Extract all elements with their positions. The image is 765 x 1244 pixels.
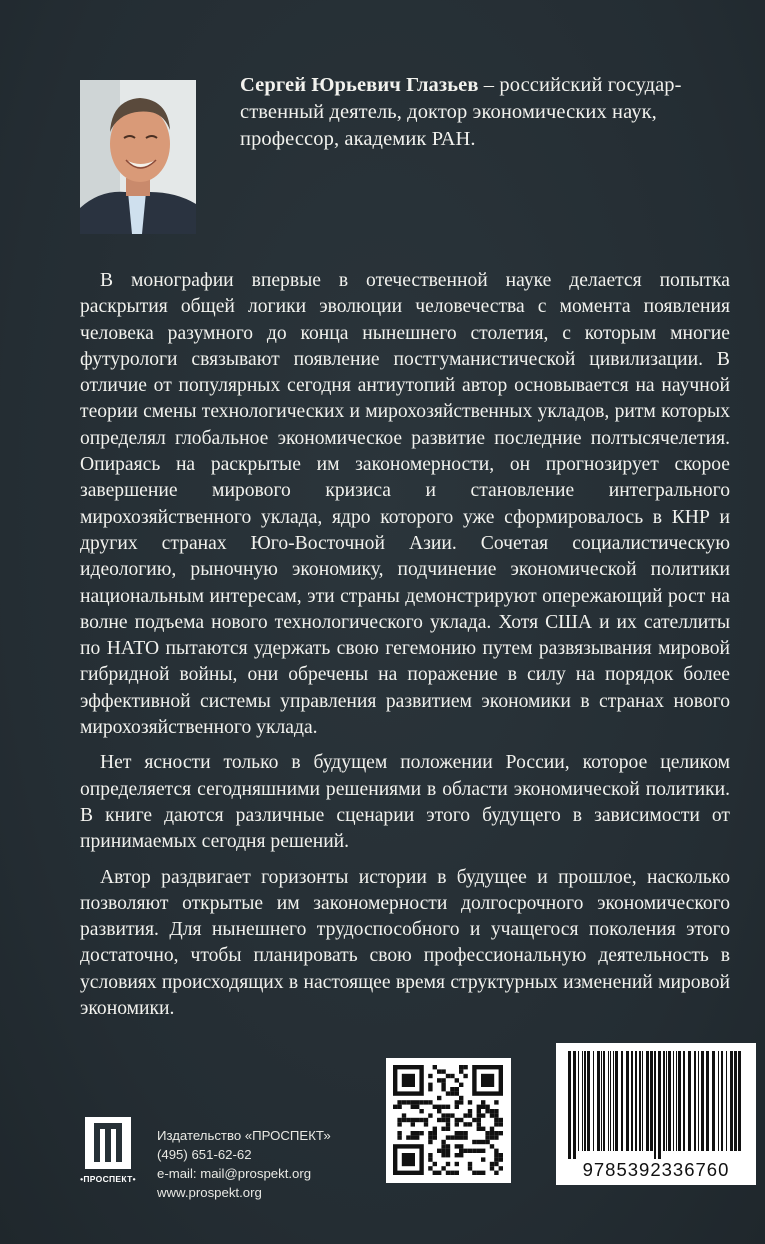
publisher-name: Издательство «ПРОСПЕКТ»: [157, 1128, 331, 1143]
publisher-phone: (495) 651-62-62: [157, 1147, 252, 1162]
publisher-info: [157, 1126, 377, 1202]
isbn-barcode: [556, 1043, 756, 1185]
author-bio-line3: профессор, академик РАН.: [240, 128, 476, 150]
paragraph-3: Автор раздвигает горизонты истории в будущее и прошлое, насколько позволяют открытые им закономерности долгосрочного экономического развития. Для нынешнего трудоспособного и учащегося поколения этого достаточно, чтобы планировать свою профессиональную деятельность в условиях происходящих в настоящее время структурных изменений мировой экономики.: [80, 866, 730, 1020]
paragraph-1: В монографии впервые в отечественной науке делается попытка раскрытия общей логики эволюции человечества с момента появления человека разумного до конца нынешнего столетия, с которым многие футурологи связывают появление постгуманистической цивилизации. В отличие от популярных сегодня антиутопий автор основывается на научной теории смены технологических и мирохозяйственных укладов, ритм которых определял глобальное экономическое развитие последние полтысячелетия. Опираясь на раскрытые им закономерности, он прогнозирует скорое завершение мирового кризиса и становление интегрального мирохозяйственного уклада, ядро которого уже сформировалось в КНР и других странах Юго-Восточной Азии. Сочетая социалистическую идеологию, рыночную экономику, подчинение экономической политики национальным интересам, эти страны демонстрируют опережающий рост на волне подъема нового технологического уклада. Хотя США и их сателлиты по НАТО пытаются удержать свою гегемонию путем развязывания мировой гибридной войны, они обречены на поражение в силу на порядок более эффективной системы управления развитием экономики в странах нового мирохозяйственного уклада.: [80, 270, 730, 739]
qr-code: [386, 1058, 511, 1183]
publisher-email: e-mail: mail@prospekt.org: [157, 1166, 312, 1181]
columns-icon: [85, 1117, 131, 1169]
paragraph-2: Нет ясности только в будущем положении России, которое целиком определяется сегодняшними решениями в области экономической политики. В книге даются различные сценарии этого будущего в зависимости от принимаемых сегодня решений.: [80, 752, 730, 853]
author-bio-line1: – российский государ-: [478, 74, 682, 96]
author-bio: [240, 72, 740, 153]
author-name: Сергей Юрьевич Глазьев: [240, 74, 479, 96]
publisher-logo: [78, 1117, 138, 1189]
author-bio-line2: ственный деятель, доктор экономических наук,: [240, 101, 657, 123]
annotation-text: [80, 268, 730, 1022]
author-photo: [80, 80, 196, 234]
logo-caption: •ПРОСПЕКТ•: [80, 1174, 136, 1184]
publisher-website: www.prospekt.org: [157, 1185, 262, 1200]
isbn-number: 9785392336760: [582, 1159, 730, 1180]
